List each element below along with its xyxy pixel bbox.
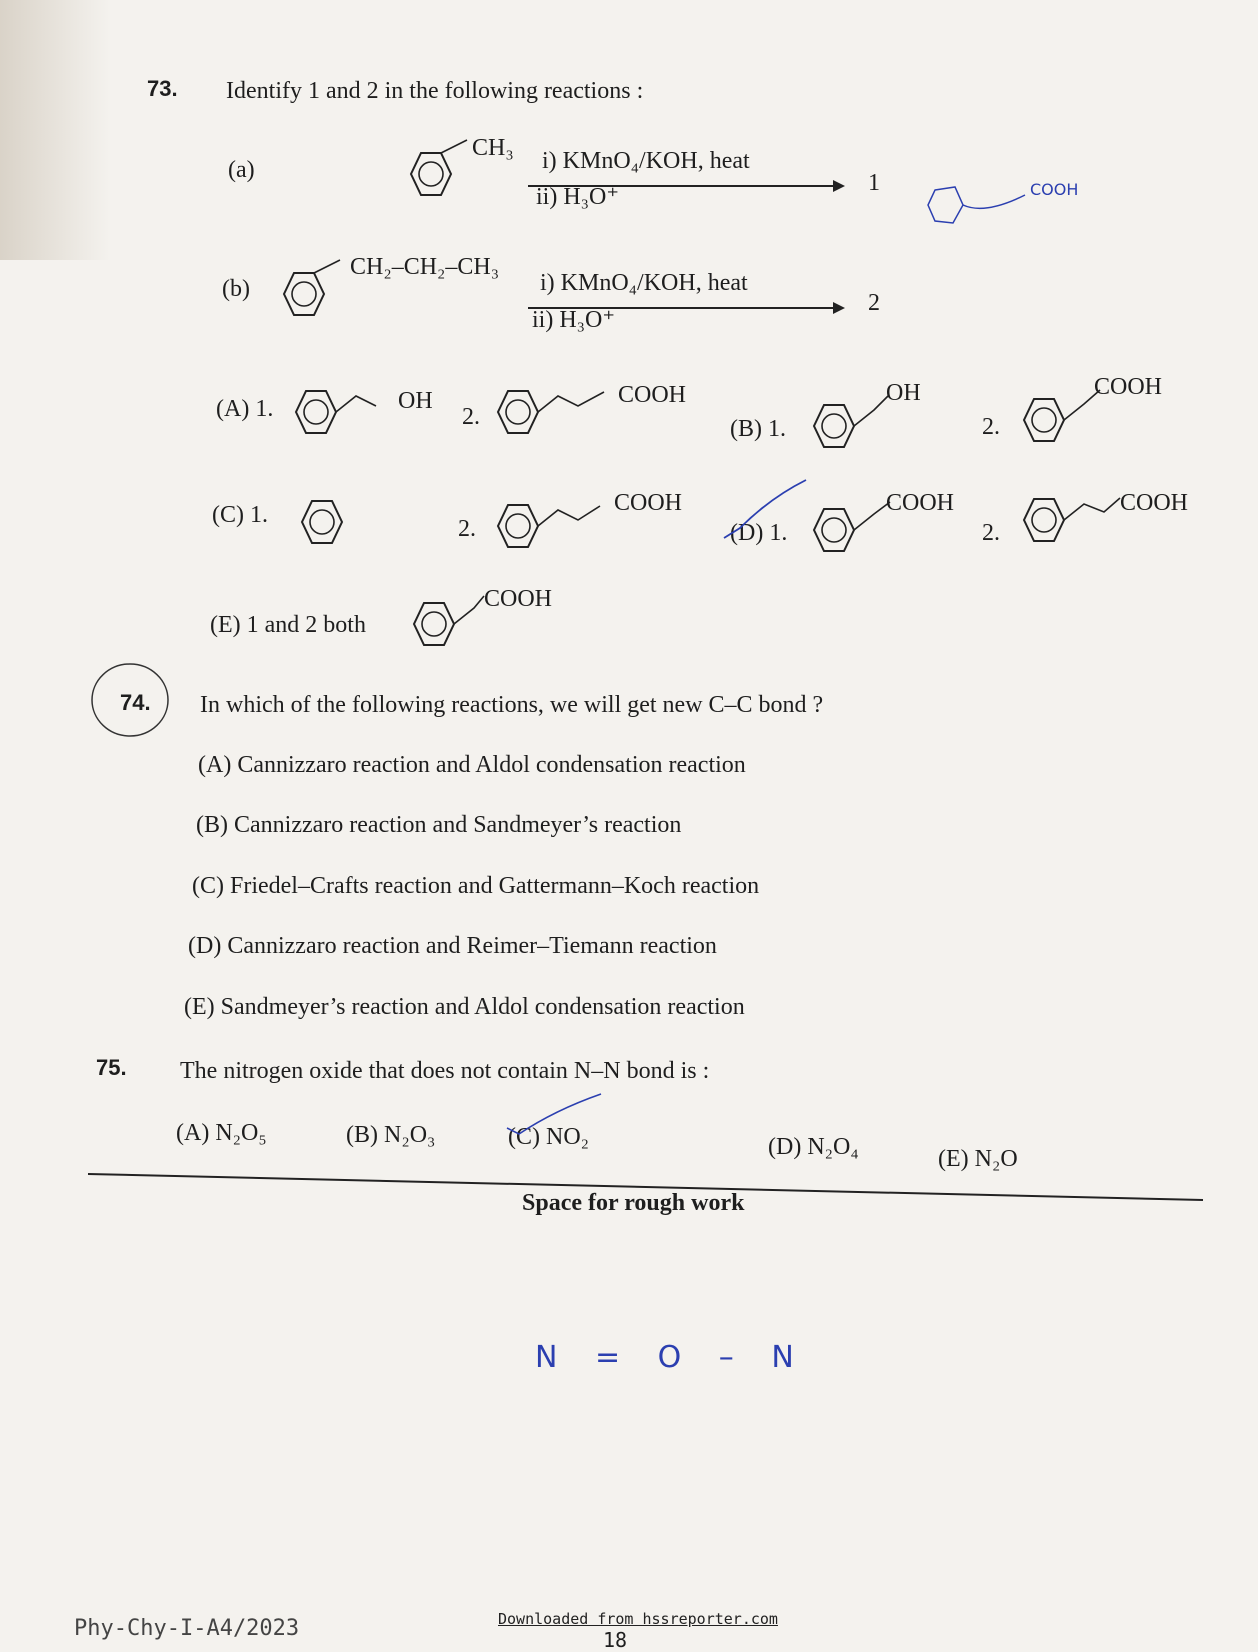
option-73-C-label: (C) 1. xyxy=(212,502,268,528)
download-source-link[interactable]: Downloaded from hssreporter.com xyxy=(498,1610,778,1628)
handwritten-scribble: N = O – N xyxy=(535,1340,808,1375)
option-75-E: (E) N₂O xyxy=(938,1146,1018,1172)
benzene-ring-icon xyxy=(282,388,402,448)
question-73-number: 73. xyxy=(147,76,178,101)
rough-work-heading: Space for rough work xyxy=(522,1190,745,1216)
question-73-text: Identify 1 and 2 in the following reactions : xyxy=(226,78,644,104)
option-73-A-1-group: OH xyxy=(398,388,433,414)
reaction-b-substituent: CH₂–CH₂–CH₃ xyxy=(350,254,500,280)
option-74-C: (C) Friedel–Crafts reaction and Gattermann–Koch reaction xyxy=(192,873,760,899)
option-74-B: (B) Cannizzaro reaction and Sandmeyer’s reaction xyxy=(196,812,682,838)
option-73-D-1-group: COOH xyxy=(886,490,955,516)
question-75-number: 75. xyxy=(96,1055,127,1080)
handwritten-tick-mark-icon xyxy=(720,478,810,538)
reaction-b-product: 2 xyxy=(868,290,880,316)
option-74-D: (D) Cannizzaro reaction and Reimer–Tiemann reaction xyxy=(188,933,717,959)
handwritten-margin-note: COOH xyxy=(1030,180,1079,199)
reaction-b-label: (b) xyxy=(222,276,250,302)
benzene-ring-icon xyxy=(1010,396,1110,456)
option-73-C-2-label: 2. xyxy=(458,516,476,542)
option-73-B-2-group: COOH xyxy=(1094,374,1163,400)
page-shadow xyxy=(0,0,110,260)
option-73-A-2-group: COOH xyxy=(618,382,687,408)
option-73-B-2-label: 2. xyxy=(982,414,1000,440)
benzene-ring-icon xyxy=(397,150,477,210)
option-73-A-2-label: 2. xyxy=(462,404,480,430)
option-73-E-label: (E) 1 and 2 both xyxy=(210,612,366,638)
option-73-B-1-group: OH xyxy=(886,380,921,406)
option-75-C: (C) NO₂ xyxy=(508,1124,590,1150)
paper-code: Phy-Chy-I-A4/2023 xyxy=(74,1616,300,1641)
option-74-E: (E) Sandmeyer’s reaction and Aldol condensation reaction xyxy=(184,994,745,1020)
question-74-text: In which of the following reactions, we will get new C–C bond ? xyxy=(200,692,824,718)
question-75-text: The nitrogen oxide that does not contain N–N bond is : xyxy=(180,1058,710,1084)
benzene-ring-icon xyxy=(292,498,362,558)
reaction-a-reagent1: i) KMnO₄/KOH, heat xyxy=(542,148,750,174)
benzene-ring-icon xyxy=(270,270,350,330)
option-73-E-group: COOH xyxy=(484,586,553,612)
option-75-A: (A) N₂O₅ xyxy=(176,1120,267,1146)
handwritten-tick-mark-icon xyxy=(505,1090,605,1150)
benzene-ring-icon xyxy=(800,402,900,462)
option-73-B-label: (B) 1. xyxy=(730,416,786,442)
option-73-C-2-group: COOH xyxy=(614,490,683,516)
option-73-D-2-label: 2. xyxy=(982,520,1000,546)
benzene-ring-icon xyxy=(1010,496,1120,556)
benzene-ring-icon xyxy=(484,388,624,448)
option-74-A: (A) Cannizzaro reaction and Aldol condensation reaction xyxy=(198,752,746,778)
reaction-a-label: (a) xyxy=(228,157,255,183)
benzene-ring-icon xyxy=(484,502,624,562)
reaction-a-product: 1 xyxy=(868,170,880,196)
benzene-ring-icon xyxy=(800,506,900,566)
reaction-a-reagent2: ii) H₃O⁺ xyxy=(536,184,620,210)
reaction-a-substituent: CH₃ xyxy=(472,135,514,161)
question-74-number: 74. xyxy=(120,690,151,715)
option-75-B: (B) N₂O₃ xyxy=(346,1122,436,1148)
option-73-A-label: (A) 1. xyxy=(216,396,274,422)
reaction-b-reagent1: i) KMnO₄/KOH, heat xyxy=(540,270,748,296)
option-73-D-2-group: COOH xyxy=(1120,490,1189,516)
option-75-D: (D) N₂O₄ xyxy=(768,1134,859,1160)
reaction-b-reagent2: ii) H₃O⁺ xyxy=(532,307,616,333)
option-73-D-label: (D) 1. xyxy=(730,520,788,546)
page-number: 18 xyxy=(603,1628,628,1652)
